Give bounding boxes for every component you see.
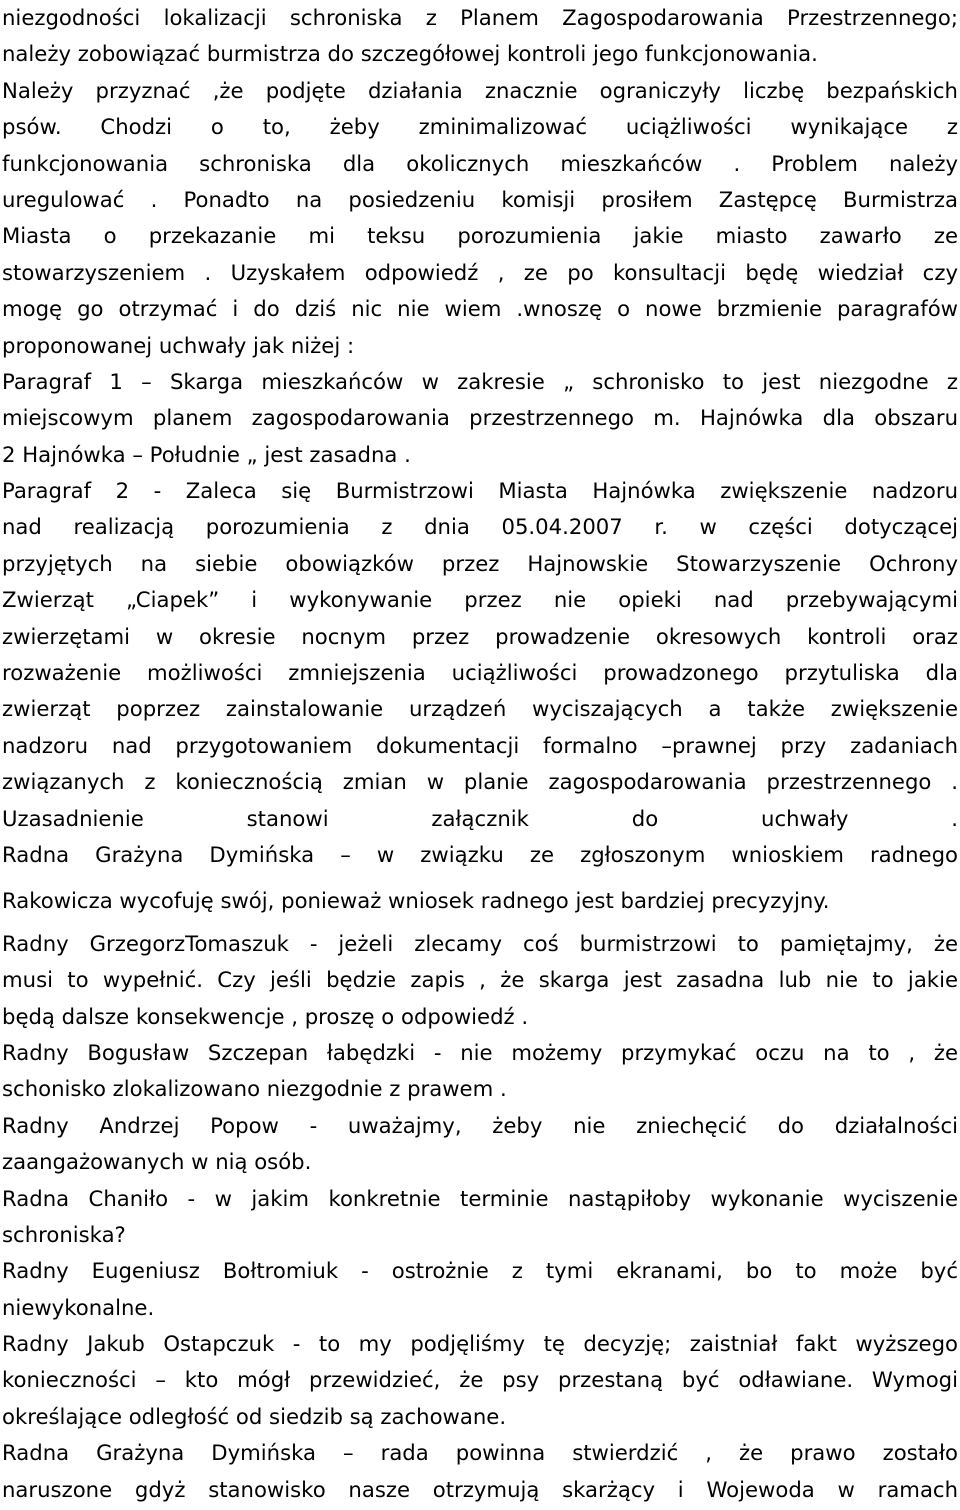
text-line: naruszone gdyż stanowisko nasze otrzymują skarżący i Wojewoda w ramach (2, 1476, 958, 1502)
text-line: Radny Jakub Ostapczuk - to my podjęliśmy tę decyzję; zaistniał fakt wyższego (2, 1331, 958, 1357)
text-line: należy zobowiązać burmistrza do szczegółowej kontroli jego funkcjonowania. (2, 41, 818, 67)
text-line: uregulować . Ponadto na posiedzeniu komisji prosiłem Zastępcę Burmistrza (2, 186, 958, 212)
text-line: Paragraf 2 - Zaleca się Burmistrzowi Miasta Hajnówka zwiększenie nadzoru (2, 478, 958, 504)
text-line: proponowanej uchwały jak niżej : (2, 332, 355, 358)
text-line: mogę go otrzymać i do dziś nic nie wiem .wnoszę o nowe brzmienie paragrafów (2, 296, 958, 322)
text-line: funkcjonowania schroniska dla okolicznych mieszkańców . Problem należy (2, 150, 958, 176)
text-line: Radny Eugeniusz Bołtromiuk - ostrożnie z tymi ekranami, bo to może być (2, 1258, 958, 1284)
text-line: nadzoru nad przygotowaniem dokumentacji formalno –prawnej przy zadaniach (2, 732, 958, 758)
text-line: Radny GrzegorzTomaszuk - jeżeli zlecamy coś burmistrzowi to pamiętajmy, że (2, 930, 958, 956)
document-page (2, 2, 958, 1510)
text-line: Uzasadnienie stanowi załącznik do uchwały . (2, 805, 958, 831)
text-line: 2 Hajnówka – Południe „ jest zasadna . (2, 441, 411, 467)
text-line: niewykonalne. (2, 1294, 155, 1320)
text-line: przyjętych na siebie obowiązków przez Hajnowskie Stowarzyszenie Ochrony (2, 550, 958, 576)
text-line: miejscowym planem zagospodarowania przestrzennego m. Hajnówka dla obszaru (2, 405, 958, 431)
text-line: Paragraf 1 – Skarga mieszkańców w zakresie „ schronisko to jest niezgodne z (2, 368, 958, 394)
text-line: rozważenie możliwości zmniejszenia uciążliwości prowadzonego przytuliska dla (2, 660, 958, 686)
text-line: stowarzyszeniem . Uzyskałem odpowiedź , ze po konsultacji będę wiedział czy (2, 259, 958, 285)
text-line: musi to wypełnić. Czy jeśli będzie zapis , że skarga jest zasadna lub nie to jakie (2, 967, 958, 993)
text-line: zwierzętami w okresie nocnym przez prowadzenie okresowych kontroli oraz (2, 623, 958, 649)
text-line: określające odległość od siedzib są zachowane. (2, 1403, 507, 1429)
text-line: psów. Chodzi o to, żeby zminimalizować uciążliwości wynikające z (2, 114, 958, 140)
text-line: niezgodności lokalizacji schroniska z Planem Zagospodarowania Przestrzennego; (2, 5, 958, 30)
text-line: Radny Bogusław Szczepan łabędzki - nie możemy przymykać oczu na to , że (2, 1039, 958, 1065)
text-line: konieczności – kto mógł przewidzieć, że psy przestaną być odławiane. Wymogi (2, 1367, 958, 1393)
text-line: Miasta o przekazanie mi teksu porozumienia jakie miasto zawarło ze (2, 223, 958, 249)
text-line: Zwierząt „Ciapek” i wykonywanie przez nie opieki nad przebywającymi (2, 587, 958, 613)
text-line: Radna Grażyna Dymińska – w związku ze zgłoszonym wnioskiem radnego (2, 841, 958, 867)
text-line: związanych z koniecznością zmian w planie zagospodarowania przestrzennego . (2, 769, 958, 795)
text-line: schonisko zlokalizowano niezgodnie z prawem . (2, 1076, 507, 1102)
text-line: zaangażowanych w nią osób. (2, 1149, 312, 1175)
text-line: Radna Grażyna Dymińska – rada powinna stwierdzić , że prawo zostało (2, 1440, 958, 1466)
text-line: zwierząt poprzez zainstalowanie urządzeń wyciszających a także zwiększenie (2, 696, 958, 722)
text-line: Rakowicza wycofuję swój, ponieważ wniosek radnego jest bardziej precyzyjny. (2, 888, 830, 914)
text-line: Radny Andrzej Popow - uważajmy, żeby nie zniechęcić do działalności (2, 1112, 958, 1138)
text-line: Radna Chaniło - w jakim konkretnie terminie nastąpiłoby wykonanie wyciszenie (2, 1185, 958, 1211)
text-line: będą dalsze konsekwencje , proszę o odpowiedź . (2, 1003, 529, 1029)
text-line: nad realizacją porozumienia z dnia 05.04.2007 r. w części dotyczącej (2, 514, 958, 540)
text-line: Należy przyznać ,że podjęte działania znacznie ograniczyły liczbę bezpańskich (2, 77, 958, 103)
text-line: schroniska? (2, 1221, 126, 1247)
